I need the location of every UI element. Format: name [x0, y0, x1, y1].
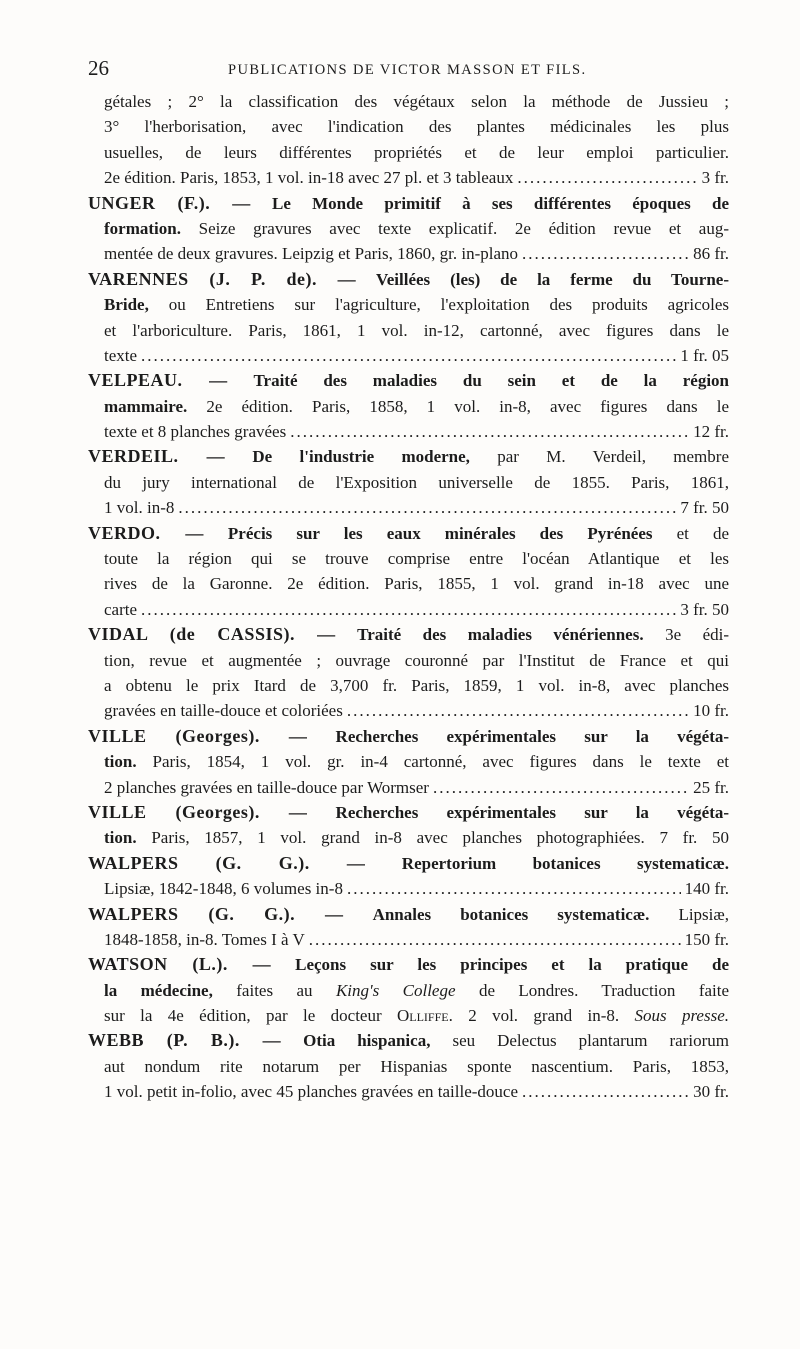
entry-heading: [88, 851, 729, 876]
entry-title: Veillées (les) de la ferme du Tourne-: [376, 269, 729, 289]
entry-line: [104, 825, 729, 850]
catalogue-entry: [104, 89, 729, 191]
entry-text: carte: [104, 599, 138, 619]
entry-title: mammaire.: [104, 396, 188, 416]
entry-price-line: [104, 419, 729, 444]
entry-line: toute la région qui se trouve comprise entre l'océan Atlantique et les: [104, 549, 729, 569]
entry-line: [104, 394, 729, 419]
entry-text: texte: [104, 345, 138, 365]
entry-title: Le Monde primitif à ses différentes époques de: [272, 193, 729, 213]
catalogue-entry: [88, 444, 729, 520]
dot-leader: [141, 597, 676, 622]
entry-price-line: [104, 495, 729, 520]
entry-text: 2e édition. Paris, 1853, 1 vol. in-18 avec 27 pl. et 3 tableaux: [104, 168, 514, 188]
entry-line: usuelles, de leurs différentes propriétés et de leur emploi particulier.: [104, 142, 729, 162]
entry-heading: [88, 368, 729, 393]
entry-title: tion.: [104, 752, 137, 772]
entry-author: UNGER (F.). —: [88, 192, 251, 213]
entry-text: 1848-1858, in-8. Tomes I à V: [104, 929, 305, 949]
entry-line: [104, 1003, 729, 1028]
entry-author: VELPEAU. —: [88, 370, 228, 391]
catalogue-entry: [88, 800, 729, 851]
entry-title: Repertorium botanices systematicæ.: [401, 853, 729, 873]
entry-text: gravées en taille-douce et coloriées: [104, 701, 343, 721]
catalogue-entry: [88, 191, 729, 267]
entry-price-line: [104, 1079, 729, 1104]
entry-heading: [88, 902, 729, 927]
entry-title: Annales botanices systematicæ.: [372, 904, 650, 924]
entry-heading: [88, 444, 729, 469]
entry-title: Traité des maladies vénériennes.: [357, 625, 644, 645]
entry-title: Recherches expérimentales sur la végéta-: [335, 802, 729, 822]
catalogue-entry: [88, 724, 729, 800]
entry-text: et de: [676, 523, 729, 543]
entry-price: 7 fr. 50: [680, 498, 729, 518]
catalogue-entry: [88, 1028, 729, 1104]
entry-author: WALPERS (G. G.). —: [88, 903, 344, 924]
entry-line: [104, 978, 729, 1003]
dot-leader: [433, 775, 689, 800]
entry-text: 2 planches gravées en taille-douce par Wormser: [104, 777, 429, 797]
entry-price-line: [104, 165, 729, 190]
entry-price-line: [104, 876, 729, 901]
catalogue-entry: [88, 267, 729, 369]
entry-title: formation.: [104, 218, 181, 238]
entry-italic-text: Sous presse.: [634, 1006, 729, 1026]
entry-smallcaps-text: Olliffe.: [397, 1006, 453, 1026]
dot-leader: [178, 495, 676, 520]
entry-title: Recherches expérimentales sur la végéta-: [335, 726, 729, 746]
catalogue-entry: [88, 952, 729, 1028]
entry-text: texte et 8 planches gravées: [104, 422, 287, 442]
entry-text: 1 vol. in-8: [104, 498, 175, 518]
entry-line: rives de la Garonne. 2e édition. Paris, 1855, 1 vol. grand in-18 avec une: [104, 574, 729, 594]
entry-line: a obtenu le prix Itard de 3,700 fr. Paris, 1859, 1 vol. in-8, avec planches: [104, 675, 729, 695]
entry-price: 3 fr. 50: [680, 599, 729, 619]
catalogue-entry: [88, 368, 729, 444]
entry-heading: [88, 521, 729, 546]
entry-title: Bride,: [104, 295, 149, 315]
running-head: PUBLICATIONS DE VICTOR MASSON ET FILS.: [228, 62, 587, 78]
entry-title: la médecine,: [104, 980, 213, 1000]
entry-text: 3e édi-: [665, 625, 729, 645]
entry-text: 2 vol. grand in-8.: [468, 1006, 620, 1026]
entry-price-line: [104, 698, 729, 723]
entry-price: 140 fr.: [684, 879, 729, 899]
entry-heading: [88, 724, 729, 749]
entry-author: WATSON (L.). —: [88, 954, 272, 975]
entry-title: Précis sur les eaux minérales des Pyrénées: [227, 523, 653, 543]
entry-title: Otia hispanica,: [303, 1031, 431, 1051]
entry-price: 1 fr. 05: [680, 345, 729, 365]
entry-price-line: [104, 927, 729, 952]
entry-italic-text: King's College: [335, 980, 456, 1000]
entry-author: VERDO. —: [88, 522, 204, 543]
entry-heading: [88, 191, 729, 216]
entry-heading: [88, 622, 729, 647]
entry-text: faites au: [236, 980, 313, 1000]
entry-line: et l'arboriculture. Paris, 1861, 1 vol. in-12, cartonné, avec figures dans le: [104, 320, 729, 340]
catalogue-list: [88, 89, 729, 1105]
entry-author: VIDAL (de CASSIS). —: [88, 624, 336, 645]
entry-line: du jury international de l'Exposition universelle de 1855. Paris, 1861,: [104, 472, 729, 492]
entry-text: de Londres. Traduction faite: [478, 980, 729, 1000]
dot-leader: [290, 419, 689, 444]
dot-leader: [309, 927, 681, 952]
entry-text: sur la 4e édition, par le docteur: [104, 1006, 382, 1026]
entry-author: WALPERS (G. G.). —: [88, 852, 366, 873]
dot-leader: [522, 1079, 689, 1104]
entry-text: Paris, 1854, 1 vol. gr. in-4 cartonné, avec figures dans le texte et: [152, 752, 729, 772]
entry-line: gétales ; 2° la classification des végétaux selon la méthode de Jussieu ;: [104, 92, 729, 111]
dot-leader: [522, 241, 689, 266]
entry-price-line: [104, 597, 729, 622]
dot-leader: [141, 343, 676, 368]
entry-text: 1 vol. petit in-folio, avec 45 planches gravées en taille-douce: [104, 1082, 518, 1102]
entry-price: 86 fr.: [693, 244, 729, 264]
entry-text: ou Entretiens sur l'agriculture, l'exploitation des produits agricoles: [168, 295, 729, 315]
catalogue-entry: [88, 902, 729, 953]
entry-title: Traité des maladies du sein et de la région: [253, 371, 729, 391]
entry-price: 150 fr.: [684, 929, 729, 949]
entry-text: seu Delectus plantarum rariorum: [452, 1031, 729, 1051]
catalogue-entry: [88, 851, 729, 902]
dot-leader: [347, 876, 681, 901]
entry-text: mentée de deux gravures. Leipzig et Paris, 1860, gr. in-plano: [104, 244, 519, 264]
entry-text: par M. Verdeil, membre: [497, 447, 729, 467]
entry-author: VARENNES (J. P. de). —: [88, 268, 357, 289]
entry-title: De l'industrie moderne,: [252, 447, 470, 467]
entry-heading: [88, 800, 729, 825]
entry-price-line: [104, 775, 729, 800]
entry-text: Lipsiæ, 1842-1848, 6 volumes in-8: [104, 879, 343, 899]
page-number: 26: [88, 56, 109, 80]
entry-title: Leçons sur les principes et la pratique de: [295, 955, 729, 975]
entry-price: 12 fr.: [693, 422, 729, 442]
entry-heading: [88, 952, 729, 977]
dot-leader: [347, 698, 689, 723]
entry-line: 3° l'herborisation, avec l'indication des plantes médicinales les plus: [104, 117, 729, 137]
catalogue-entry: [88, 521, 729, 623]
entry-text: 2e édition. Paris, 1858, 1 vol. in-8, avec figures dans le: [206, 396, 729, 416]
entry-line: tion, revue et augmentée ; ouvrage couronné par l'Institut de France et qui: [104, 650, 729, 670]
entry-line: [104, 292, 729, 317]
entry-price-line: [104, 343, 729, 368]
entry-line: [104, 216, 729, 241]
entry-title: tion.: [104, 828, 137, 848]
entry-heading: [88, 267, 729, 292]
entry-price: 30 fr.: [693, 1082, 729, 1102]
entry-heading: [88, 1028, 729, 1053]
entry-text: Seize gravures avec texte explicatif. 2e édition revue et aug-: [198, 218, 729, 238]
entry-price: 10 fr.: [693, 701, 729, 721]
entry-line: [104, 749, 729, 774]
entry-text: Lipsiæ,: [678, 904, 729, 924]
entry-price: 3 fr.: [701, 168, 729, 188]
entry-author: WEBB (P. B.). —: [88, 1030, 282, 1051]
entry-author: VERDEIL. —: [88, 446, 226, 467]
page-header: [88, 52, 732, 88]
entry-price: 25 fr.: [693, 777, 729, 797]
entry-author: VILLE (Georges). —: [88, 725, 308, 746]
dot-leader: [517, 165, 697, 190]
entry-author: VILLE (Georges). —: [88, 801, 308, 822]
catalogue-entry: [88, 622, 729, 724]
entry-text: Paris, 1857, 1 vol. grand in-8 avec planches photographiées. 7 fr. 50: [151, 828, 729, 848]
entry-line: aut nondum rite notarum per Hispanias sponte nascentium. Paris, 1853,: [104, 1056, 729, 1076]
entry-price-line: [104, 241, 729, 266]
